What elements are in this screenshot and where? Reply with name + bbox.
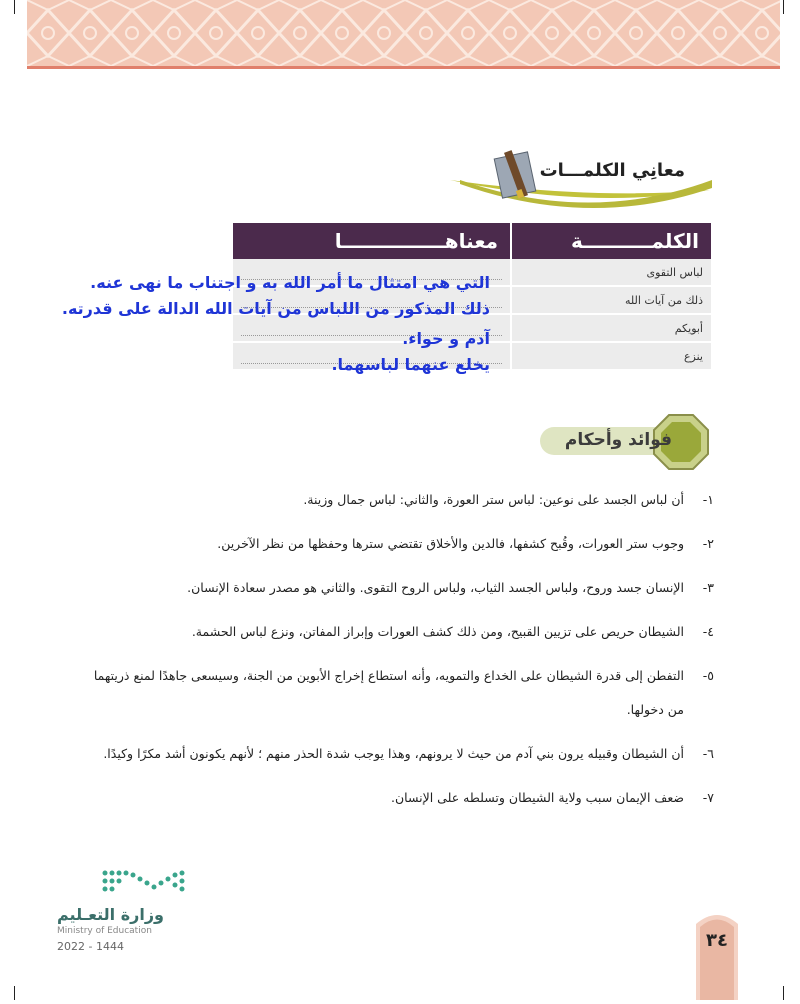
book-pen-icon <box>494 150 536 199</box>
answer-text: التي هي امتثال ما أمر الله به و اجتناب ما نهى عنه. <box>90 273 490 292</box>
crop-mark <box>783 0 784 14</box>
list-item <box>74 737 714 771</box>
answer-text: يخلع عنهما لباسهما. <box>331 355 490 374</box>
header-word: الكلمــــــــــة <box>511 223 711 259</box>
ministry-name-arabic: وزارة التعـليم <box>57 905 164 924</box>
item-number: ١- <box>702 492 714 507</box>
banner-divider <box>27 66 780 69</box>
handwritten-answers <box>62 270 490 378</box>
list-item <box>74 571 714 605</box>
list-item <box>74 483 714 517</box>
crop-mark <box>783 986 784 1000</box>
word-cell: لباس التقوى <box>511 259 711 286</box>
word-cell: ينزع <box>511 342 711 370</box>
crop-mark <box>14 0 15 14</box>
item-number: ٧- <box>702 790 714 805</box>
section-title-benefits: فوائد وأحكام <box>564 430 672 450</box>
edition-year: 2022 - 1444 <box>57 940 124 953</box>
answer-text: ذلك المذكور من اللباس من آيات الله الدالة على قدرته. <box>61 299 490 318</box>
answer-text: آدم و حواء. <box>402 329 490 348</box>
word-cell: أبويكم <box>511 314 711 342</box>
ministry-name-english: Ministry of Education <box>57 926 152 936</box>
decorative-banner <box>27 0 780 66</box>
page-number: ٣٤ <box>706 930 728 951</box>
header-meaning: معناهـــــــــــــــا <box>233 223 511 259</box>
item-text: الشيطان حريص على تزيين القبيح، ومن ذلك كشف العورات وإبراز المفاتن، ونزع لباس الحشمة. <box>191 624 684 639</box>
word-cell: ذلك من آيات الله <box>511 286 711 314</box>
crop-mark <box>14 986 15 1000</box>
benefits-list <box>74 483 714 825</box>
item-text: وجوب ستر العورات، وقُبح كشفها، فالدين والأخلاق تقتضي سترها وحفظها من نظر الآخرين. <box>217 536 684 551</box>
item-text: أن لباس الجسد على نوعين: لباس ستر العورة، والثاني: لباس جمال وزينة. <box>303 492 684 507</box>
item-number: ٣- <box>702 580 714 595</box>
page-number-tab <box>694 910 740 1000</box>
item-number: ٥- <box>702 668 714 683</box>
item-text: التفطن إلى قدرة الشيطان على الخداع والتمويه، وأنه استطاع إخراج الأبوين من الجنة، وسيسعى جاهدًا لمنع ذريتهما من دخولها. <box>93 668 684 717</box>
item-text: أن الشيطان وقبيله يرون بني آدم من حيث لا يرونهم، وهذا يوجب شدة الحذر منهم ؛ لأنهم يكونون أشد مكرًا وكيدًا. <box>103 746 684 761</box>
item-text: ضعف الإيمان سبب ولاية الشيطان وتسلطه على الإنسان. <box>391 790 684 805</box>
list-item <box>74 615 714 649</box>
item-number: ٤- <box>702 624 714 639</box>
list-item <box>74 527 714 561</box>
item-text: الإنسان جسد وروح، ولباس الجسد الثياب، ولباس الروح التقوى. والثاني هو مصدر سعادة الإنسان. <box>187 580 684 595</box>
list-item <box>74 659 714 727</box>
ministry-logo-icon <box>100 865 190 905</box>
list-item <box>74 781 714 815</box>
section-title-word-meanings: معانِي الكلمـــات <box>539 160 685 181</box>
item-number: ٦- <box>702 746 714 761</box>
item-number: ٢- <box>702 536 714 551</box>
